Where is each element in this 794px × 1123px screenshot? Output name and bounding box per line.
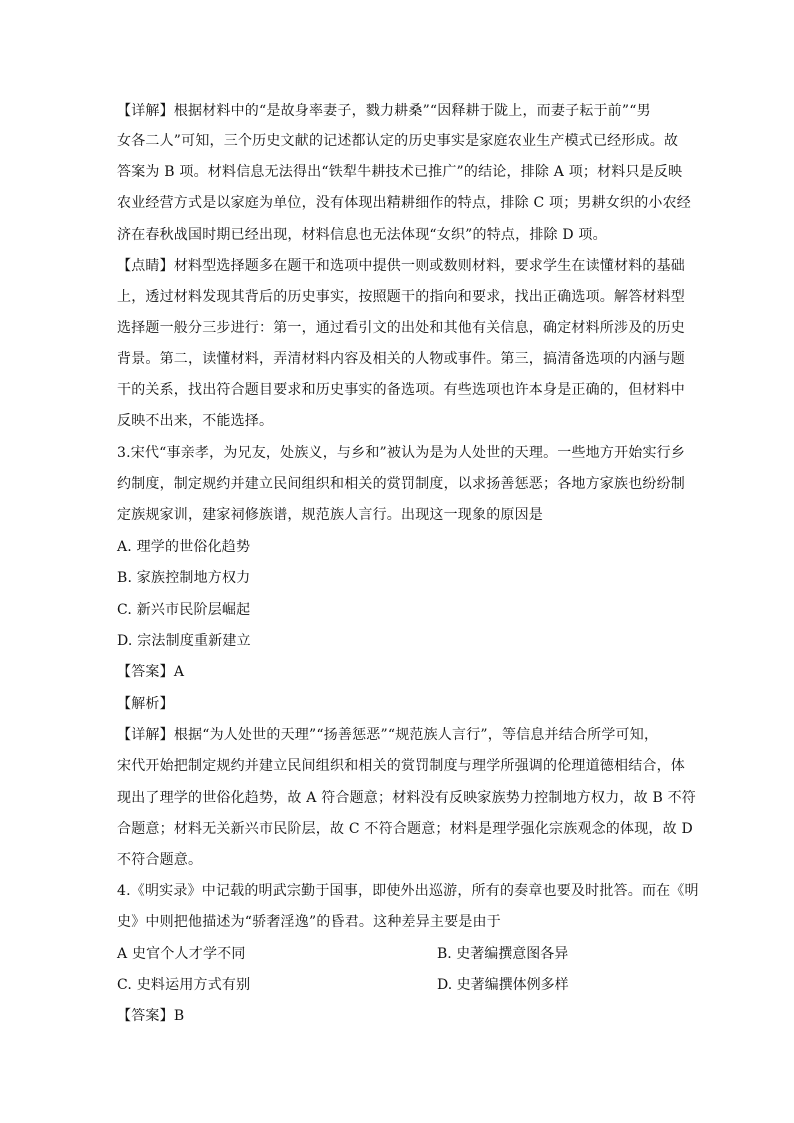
question-4-option-d: D. 史著编撰体例多样	[437, 977, 569, 993]
tip-line-5: 干的关系，找出符合题目要求和历史事实的备选项。有些选项也许本身是正确的，但材料中	[117, 382, 685, 398]
question-3-option-c: C. 新兴市民阶层崛起	[117, 602, 251, 618]
tip-line-4: 背景。第二，读懂材料，弄清材料内容及相关的人物或事件。第三，搞清备选项的内涵与题	[117, 351, 685, 367]
tip-line-3: 选择题一般分三步进行：第一，通过看引文的出处和其他有关信息，确定材料所涉及的历史	[117, 320, 685, 336]
question-4-answer	[117, 1006, 184, 1026]
answer-tag: 【答案】	[117, 1008, 174, 1024]
question-3-option-b: B. 家族控制地方权力	[117, 570, 251, 586]
question-3-detail-line-2: 宋代开始把制定规约并建立民间组织和相关的赏罚制度与理学所强调的伦理道德相结合，体	[117, 758, 685, 774]
detail-1-line-5: 济在春秋战国时期已经出现，材料信息也无法体现“女织”的特点，排除 D 项。	[117, 227, 607, 243]
tip-line-2: 上，透过材料发现其背后的历史事实，按照题干的指向和要求，找出正确选项。解答材料型	[117, 289, 685, 305]
question-4-stem-line-2: 史》中则把他描述为“骄奢淫逸”的昏君。这种差异主要是由于	[117, 914, 501, 930]
question-4-stem-line-1: 4.《明实录》中记载的明武宗勤于国事，即使外出巡游，所有的奏章也要及时批答。而在《明	[117, 883, 699, 899]
answer-value: B	[173, 1008, 185, 1024]
detail-tag: 【详解】	[117, 727, 174, 743]
detail-1-line-2: 女各二人”可知，三个历史文献的记述都认定的历史事实是家庭农业生产模式已经形成。故	[117, 133, 679, 149]
tip-tag: 【点睛】	[117, 258, 174, 274]
question-3-option-d: D. 宗法制度重新建立	[117, 633, 251, 649]
question-3-stem-line-1: 3.宋代“事亲孝，为兄友，处族义，与乡和”被认为是为人处世的天理。一些地方开始实行乡	[117, 445, 686, 461]
question-3-detail-line-3: 现出了理学的世俗化趋势，故 A 符合题意；材料没有反映家族势力控制地方权力，故 B 不符	[117, 790, 696, 806]
detail-tag: 【详解】	[117, 103, 174, 119]
answer-tag: 【答案】	[117, 664, 174, 680]
question-4-option-b: B. 史著编撰意图各异	[437, 946, 569, 962]
answer-value: A	[173, 664, 185, 680]
question-3-stem-line-3: 定族规家训，建家祠修族谱，规范族人言行。出现这一现象的原因是	[117, 507, 543, 523]
question-3-detail-line-5: 不符合题意。	[117, 852, 203, 868]
question-3-detail-line-1: 【详解】根据“为人处世的天理”“扬善惩恶”“规范族人言行”，等信息并结合所学可知，	[117, 727, 659, 743]
question-4-option-a: A 史官个人才学不同	[117, 946, 246, 962]
question-3-stem-line-2: 约制度，制定规约并建立民间组织和相关的赏罚制度，以求扬善惩恶；各地方家族也纷纷制	[117, 476, 685, 492]
detail-1-line-4: 农业经营方式是以家庭为单位，没有体现出精耕细作的特点，排除 C 项；男耕女织的小农经	[117, 195, 692, 211]
question-3-detail-line-4: 合题意；材料无关新兴市民阶层，故 C 不符合题意；材料是理学强化宗族观念的体现，故 D	[117, 821, 693, 837]
detail-1-line-3: 答案为 B 项。材料信息无法得出“铁犁牛耕技术已推广”的结论，排除 A 项；材料只是反映	[117, 164, 683, 180]
tip-line-6: 反映不出来，不能选择。	[117, 413, 274, 429]
detail-1-line-1: 【详解】根据材料中的“是故身率妻子，戮力耕桑”“因释耕于陇上，而妻子耘于前”“男	[117, 103, 651, 119]
question-4-option-c: C. 史料运用方式有别	[117, 977, 251, 993]
question-3-answer	[117, 662, 184, 682]
tip-line-1: 【点睛】材料型选择题多在题干和选项中提供一则或数则材料，要求学生在读懂材料的基础	[117, 258, 686, 274]
question-3-analysis-tag: 【解析】	[117, 696, 174, 712]
question-3-option-a: A. 理学的世俗化趋势	[117, 539, 251, 555]
